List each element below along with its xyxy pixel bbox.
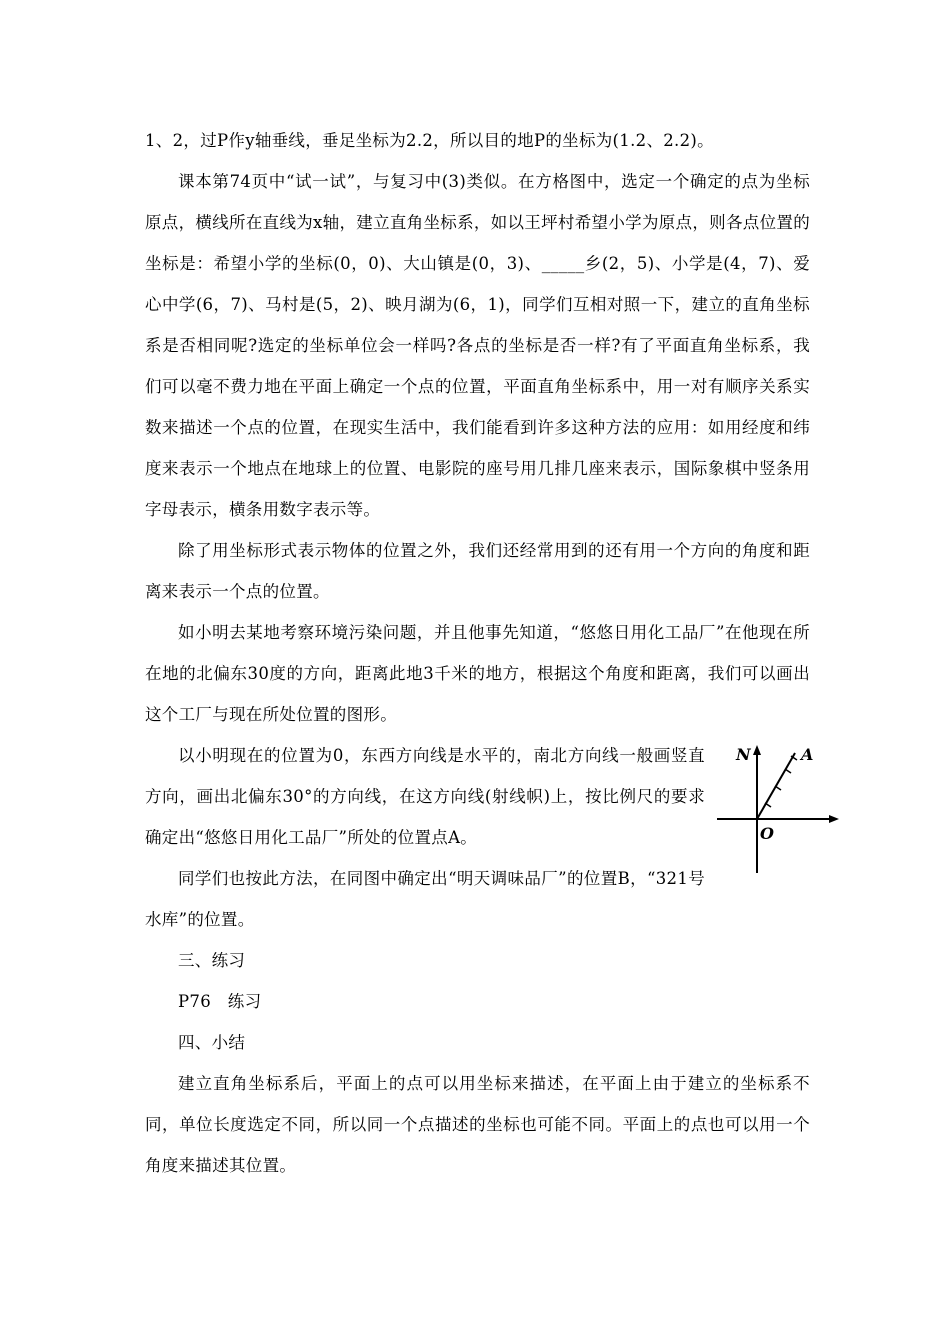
east-arrow-icon <box>829 815 839 823</box>
paragraph-textbook-exercise: 课本第74页中“试一试”，与复习中(3)类似。在方格图中，选定一个确定的点为坐标原点，横线所在直线为x轴，建立直角坐标系，如以王坪村希望小学为原点，则各点位置的坐标是：希望小学的坐标(0，0)、大山镇是(0，3)、_____乡(2，5)、小学是(4，7)、爱心中学(6，7)、马村是(5，2)、映月湖为(6，1)，同学们互相对照一下，建立的直角坐标系是否相同呢?选定的坐标单位会一样吗?各点的坐标是否一样?有了平面直角坐标系，我们可以毫不费力地在平面上确定一个点的位置，平面直角坐标系中，用一对有顺序关系实数来描述一个点的位置，在现实生活中，我们能看到许多这种方法的应用：如用经度和纬度来表示一个地点在地球上的位置、电影院的座号用几排几座来表示，国际象棋中竖条用字母表示，横条用数字表示等。 <box>145 172 810 519</box>
label-origin: O <box>760 824 774 843</box>
paragraph-angle-distance: 除了用坐标形式表示物体的位置之外，我们还经常用到的还有用一个方向的角度和距离来表示一个点的位置。 <box>145 541 810 601</box>
document-body <box>145 120 814 1186</box>
practice-reference: P76 练习 <box>178 992 262 1011</box>
paragraph-coordinate-p: 1、2，过P作y轴垂线，垂足坐标为2.2，所以目的地P的坐标为(1.2、2.2)。 <box>145 131 714 150</box>
scale-tick-3 <box>785 769 791 773</box>
direction-diagram <box>717 743 842 878</box>
paragraph-students-practice: 同学们也按此方法，在同图中确定出“明天调味品厂”的位置B，“321号水库”的位置。 <box>145 869 705 929</box>
section-summary-heading: 四、小结 <box>178 1033 246 1052</box>
label-point-a: A <box>801 745 814 764</box>
north-arrow-icon <box>753 745 761 755</box>
paragraph-summary: 建立直角坐标系后，平面上的点可以用坐标来描述，在平面上由于建立的坐标系不同，单位长度选定不同，所以同一个点描述的坐标也可能不同。平面上的点也可以用一个角度来描述其位置。 <box>145 1074 810 1175</box>
paragraph-draw-direction: 以小明现在的位置为0，东西方向线是水平的，南北方向线一般画竖直方向，画出北偏东30°的方向线，在这方向线(射线帜)上，按比例尺的要求确定出“悠悠日用化工品厂”所处的位置点A。 <box>145 746 705 847</box>
label-north: N <box>736 745 751 764</box>
direction-diagram-svg <box>717 743 842 878</box>
figure-side-text <box>145 735 705 940</box>
paragraph-xiaoming-example: 如小明去某地考察环境污染问题，并且他事先知道，“悠悠日用化工品厂”在他现在所在地的北偏东30度的方向，距离此地3千米的地方，根据这个角度和距离，我们可以画出这个工厂与现在所处位置的图形。 <box>145 623 810 724</box>
figure-block <box>145 735 814 940</box>
section-practice-heading: 三、练习 <box>178 951 246 970</box>
